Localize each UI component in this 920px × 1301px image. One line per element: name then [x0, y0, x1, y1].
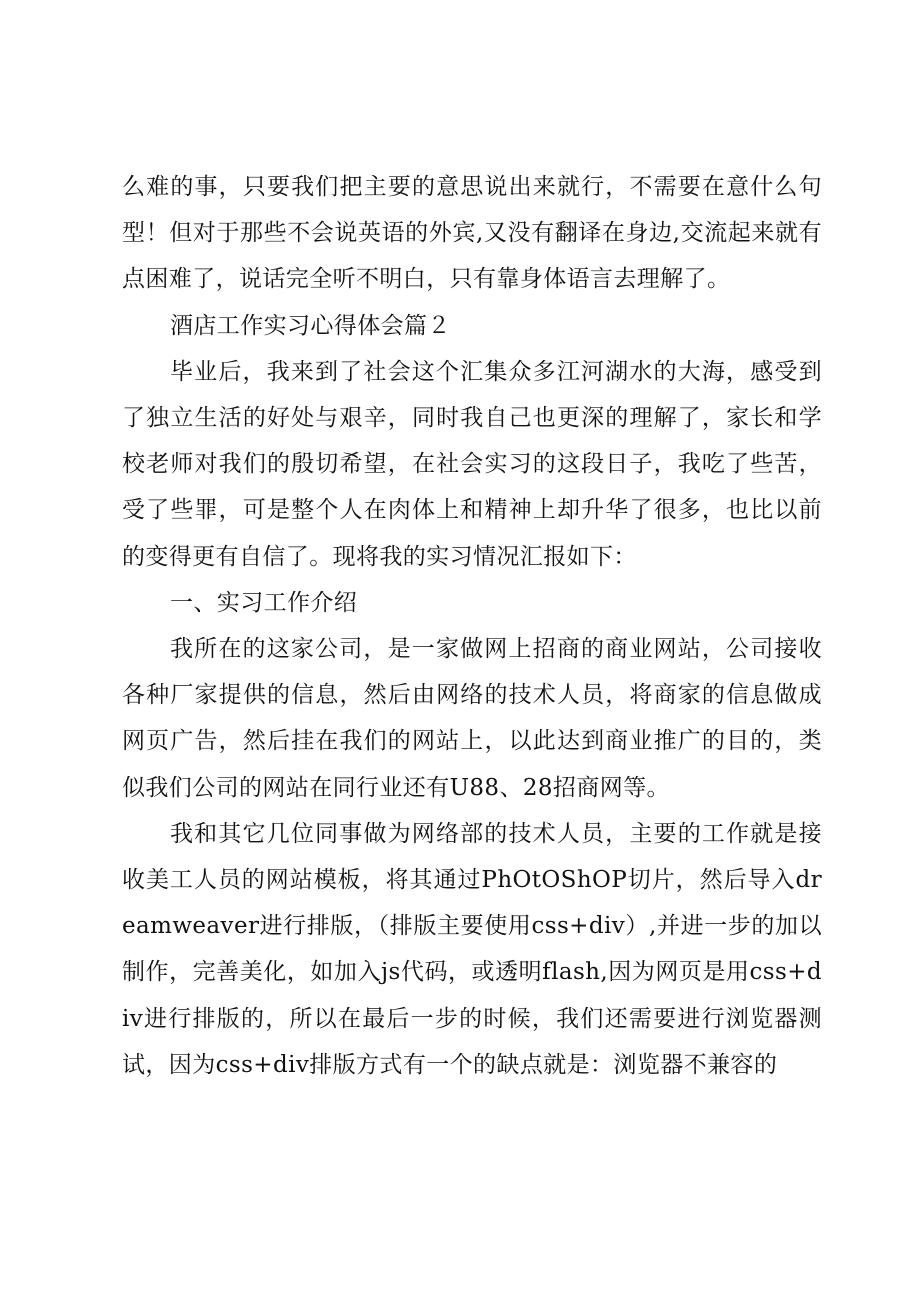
- paragraph-continuation: 么难的事，只要我们把主要的意思说出来就行，不需要在意什么句型！但对于那些不会说英语的外宾,又没有翻译在身边,交流起来就有点困难了，说话完全听不明白，只有靠身体语言去理解了。: [122, 174, 822, 293]
- paragraph-work: 我和其它几位同事做为网络部的技术人员，主要的工作就是接收美工人员的网站模板，将其通过PhOtOShOP切片，然后导入dreamweaver进行排版，（排版主要使用css+div）,并进一步的加以制作，完善美化，如加入js代码，或透明flash,因为网页是用css+div进行排版的，所以在最后一步的时候，我们还需要进行浏览器测试，因为css+div排版方式有一个的缺点就是：浏览器不兼容的: [122, 820, 822, 1078]
- paragraph-intro: 毕业后，我来到了社会这个汇集众多江河湖水的大海，感受到了独立生活的好处与艰辛，同时我自己也更深的理解了，家长和学校老师对我们的殷切希望，在社会实习的这段日子，我吃了些苦，受了些罪，可是整个人在肉体上和精神上却升华了很多，也比以前的变得更有自信了。现将我的实习情况汇报如下：: [122, 358, 822, 570]
- section-title: 酒店工作实习心得体会篇２: [170, 312, 451, 339]
- paragraph-company: 我所在的这家公司，是一家做网上招商的商业网站，公司接收各种厂家提供的信息，然后由网络的技术人员，将商家的信息做成网页广告，然后挂在我们的网站上，以此达到商业推广的目的，类似我们公司的网站在同行业还有U88、28招商网等。: [122, 636, 822, 801]
- subsection-heading: 一、实习工作介绍: [170, 589, 358, 616]
- document-body: [122, 164, 822, 1088]
